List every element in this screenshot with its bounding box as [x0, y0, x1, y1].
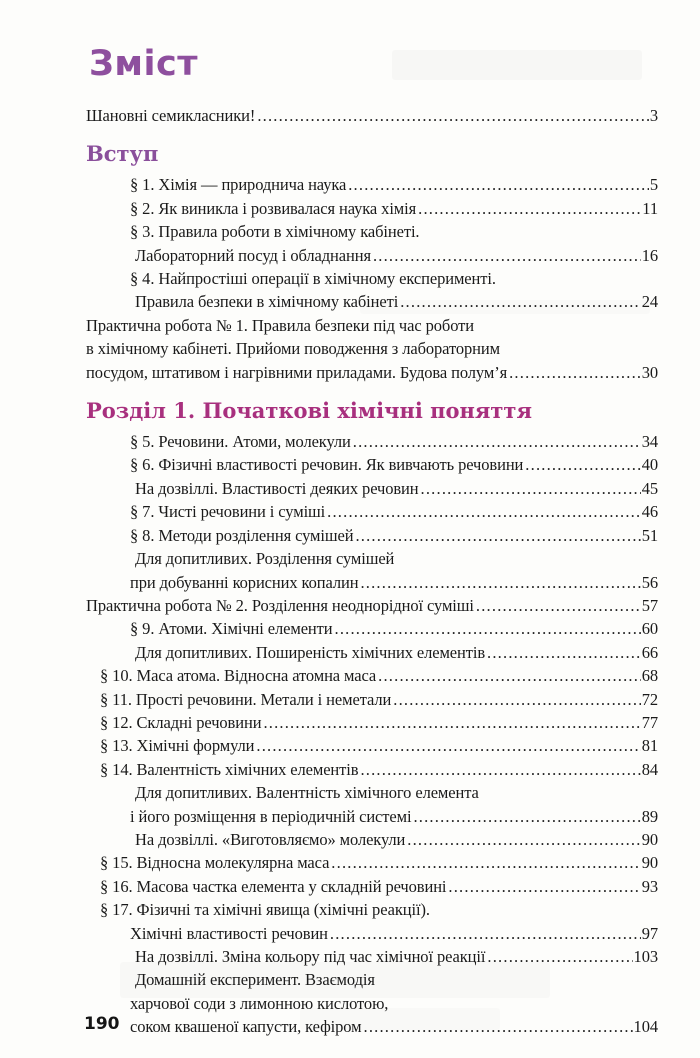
toc-entry-page: 24 — [641, 292, 658, 312]
toc-entry[interactable] — [86, 244, 658, 267]
dot-leader — [400, 290, 640, 313]
toc-entry-page: 16 — [641, 245, 658, 265]
toc-entry-text: Зміна кольору під час хімічної реакції — [217, 947, 486, 966]
toc-entry-page: 93 — [641, 876, 658, 896]
toc-entry[interactable] — [86, 594, 658, 617]
toc-entry-page: 34 — [641, 432, 658, 452]
toc-sections — [86, 141, 658, 1038]
toc-entry-label — [135, 477, 419, 500]
toc-entry-label: § 8. Методи розділення сумішей — [130, 525, 354, 545]
toc-entry[interactable] — [86, 875, 658, 898]
toc-entry[interactable] — [86, 992, 658, 1015]
toc-entry-label: § 5. Речовини. Атоми, молекули — [130, 432, 351, 452]
toc-entry-page: 40 — [641, 455, 658, 475]
toc-entry-page: 81 — [641, 736, 658, 756]
toc-entry-label: § 3. Правила роботи в хімічному кабінеті. — [130, 222, 420, 242]
dot-leader — [364, 1015, 633, 1038]
toc-entry-label — [135, 641, 485, 664]
toc-entry-label: Шановні семикласники! — [86, 106, 256, 125]
toc-entry-label: Лабораторний посуд і обладнання — [135, 245, 371, 265]
dot-leader — [393, 688, 640, 711]
toc-entry-rubric: На дозвіллі. — [135, 829, 218, 849]
spacer — [86, 384, 658, 398]
toc-entry-label: § 15. Відносна молекулярна маса — [100, 853, 330, 873]
toc-entry[interactable] — [86, 688, 658, 711]
dot-leader — [360, 758, 640, 781]
toc-entry[interactable] — [86, 547, 658, 570]
toc-entry[interactable] — [86, 617, 658, 640]
toc-entry-label — [135, 945, 485, 968]
toc-entry-label: харчової соди з лимонною кислотою, — [130, 993, 389, 1013]
toc-entry[interactable] — [86, 734, 658, 757]
toc-entry[interactable] — [86, 197, 658, 220]
dot-leader — [509, 361, 641, 384]
toc-entry[interactable] — [86, 453, 658, 476]
toc-entry[interactable] — [86, 781, 658, 804]
toc-entry-rubric: Для допитливих. — [135, 549, 252, 569]
toc-entry[interactable] — [86, 173, 658, 196]
toc-entry-label: Практична робота № 1. Правила безпеки під час роботи — [86, 315, 474, 335]
toc-entry-page: 11 — [642, 198, 658, 218]
toc-entry-page: 103 — [633, 947, 658, 966]
dot-leader — [256, 734, 640, 757]
toc-entry-page: 30 — [641, 362, 658, 382]
dot-leader — [353, 430, 641, 453]
toc-entry-page: 77 — [641, 712, 658, 732]
toc-entry-label: Правила безпеки в хімічному кабінеті — [135, 292, 399, 312]
toc-entry-page: 72 — [641, 689, 658, 709]
dot-leader — [421, 477, 641, 500]
toc-entry[interactable] — [86, 290, 658, 313]
dot-leader — [348, 173, 649, 196]
page-title: Зміст — [89, 44, 199, 84]
dot-leader — [418, 197, 641, 220]
dot-leader — [335, 617, 641, 640]
toc-entry-page: 68 — [641, 666, 658, 686]
toc-entry-page: 3 — [649, 106, 658, 125]
toc-entry-label: і його розміщення в періодичній системі — [130, 806, 412, 826]
toc-entry-label: посудом, штативом і нагрівними приладами. Будова полум’я — [86, 362, 508, 382]
folio-page-number: 190 — [84, 1014, 120, 1034]
toc-entry[interactable] — [86, 430, 658, 453]
toc-entry-label: § 13. Хімічні формули — [100, 736, 255, 756]
toc-entry-label: § 6. Фізичні властивості речовин. Як вивчають речовини — [130, 455, 524, 475]
dot-leader — [373, 244, 641, 267]
toc-entry[interactable] — [86, 314, 658, 337]
toc-entry-label: § 17. Фізичні та хімічні явища (хімічні реакції). — [100, 900, 430, 920]
toc-entry[interactable] — [86, 711, 658, 734]
toc-entry-label: § 12. Складні речовини — [100, 712, 262, 732]
toc-entry[interactable] — [86, 758, 658, 781]
toc-entry-label: § 1. Хімія — природнича наука — [130, 175, 347, 195]
toc-entry[interactable] — [86, 361, 658, 384]
toc-entry[interactable] — [86, 571, 658, 594]
toc-entry-rubric: Для допитливих. — [135, 783, 252, 803]
dot-leader — [476, 594, 641, 617]
toc-entry[interactable] — [86, 898, 658, 921]
toc-entry[interactable] — [86, 477, 658, 500]
toc-entry[interactable] — [86, 828, 658, 851]
toc-entry-text: Розділення сумішей — [251, 549, 395, 569]
toc-entry[interactable] — [86, 220, 658, 243]
toc-entry-label — [135, 547, 394, 570]
toc-entry-page: 104 — [633, 1017, 658, 1037]
toc-entry-label — [135, 828, 405, 851]
dot-leader — [360, 571, 640, 594]
toc-entry-page: 45 — [641, 478, 658, 498]
toc-entry[interactable] — [86, 641, 658, 664]
toc-entry[interactable] — [86, 945, 658, 968]
dot-leader — [487, 641, 641, 664]
dot-leader — [257, 104, 649, 127]
toc-entry[interactable] — [86, 805, 658, 828]
toc-entry-label: § 16. Масова частка елемента у складній речовині — [100, 876, 447, 896]
toc-entry-label: § 2. Як виникла і розвивалася наука хімія — [130, 198, 417, 218]
toc-entry-label — [135, 968, 375, 991]
toc-entry[interactable] — [86, 922, 658, 945]
toc-entry-text: Поширеність хімічних елементів — [251, 642, 486, 662]
toc-entry-rubric: На дозвіллі. — [135, 478, 218, 498]
toc-entry[interactable] — [86, 851, 658, 874]
toc-entry-label: § 14. Валентність хімічних елементів — [100, 759, 359, 779]
toc-entry[interactable] — [86, 968, 658, 991]
dot-leader — [331, 851, 640, 874]
toc-entry-rubric: Домашній експеримент. — [135, 970, 301, 990]
toc-entry-text: «Виготовляємо» молекули — [217, 829, 406, 849]
dot-leader — [413, 805, 640, 828]
toc-entry[interactable] — [86, 500, 658, 523]
toc-entry-page: 60 — [641, 619, 658, 639]
dot-leader — [327, 500, 641, 523]
toc-entry-preface[interactable] — [86, 104, 658, 127]
toc-entry-rubric: Для допитливих. — [135, 642, 252, 662]
section-heading: Вступ — [86, 141, 159, 167]
toc-entry-label: соком квашеної капусти, кефіром — [130, 1017, 362, 1037]
toc-entry-page: 56 — [641, 572, 658, 592]
toc-entry-page: 89 — [641, 806, 658, 826]
toc-entry-label: Практична робота № 2. Розділення неоднорідної суміші — [86, 595, 474, 615]
toc-entry-label: § 10. Маса атома. Відносна атомна маса — [100, 666, 377, 686]
toc-entry[interactable] — [86, 337, 658, 360]
dot-leader — [525, 453, 640, 476]
toc-entry-text: Властивості деяких речовин — [217, 478, 419, 498]
toc-entry-page: 57 — [641, 595, 658, 615]
toc-entry-page: 5 — [649, 175, 658, 195]
toc-entry-page: 66 — [641, 642, 658, 662]
toc-entry-label — [135, 781, 479, 804]
toc-entry-page: 97 — [641, 923, 658, 943]
toc-entry-page: 84 — [641, 759, 658, 779]
toc-entry-label: в хімічному кабінеті. Прийоми поводження з лабораторним — [86, 339, 500, 359]
toc-entry[interactable] — [86, 664, 658, 687]
dot-leader — [407, 828, 640, 851]
toc-entry[interactable] — [86, 1015, 658, 1038]
section-heading: Розділ 1. Початкові хімічні поняття — [86, 398, 532, 424]
toc-entry-text: Валентність хімічного елемента — [251, 783, 479, 803]
toc-entry-text: Взаємодія — [301, 970, 375, 990]
toc-entry[interactable] — [86, 267, 658, 290]
toc-entry-label: § 4. Найпростіші операції в хімічному експерименті. — [130, 269, 496, 289]
toc-entry-page: 51 — [641, 525, 658, 545]
dot-leader — [378, 664, 641, 687]
toc-entry-label: Хімічні властивості речовин — [130, 923, 328, 943]
spacer — [86, 84, 658, 104]
toc-entry[interactable] — [86, 524, 658, 547]
toc-entry-page: 90 — [641, 853, 658, 873]
dot-leader — [355, 524, 640, 547]
toc-entry-label: при добуванні корисних копалин — [130, 572, 359, 592]
toc-entry-page: 90 — [641, 829, 658, 849]
toc-entry-rubric: На дозвіллі. — [135, 947, 218, 966]
toc-entry-label: § 9. Атоми. Хімічні елементи — [130, 619, 333, 639]
toc-entry-page: 46 — [641, 502, 658, 522]
dot-leader — [330, 922, 641, 945]
dot-leader — [487, 945, 632, 968]
dot-leader — [263, 711, 640, 734]
toc-entry-label: § 7. Чисті речовини і суміші — [130, 502, 326, 522]
table-of-contents — [86, 44, 658, 1039]
dot-leader — [448, 875, 640, 898]
spacer — [86, 127, 658, 141]
toc-entry-label: § 11. Прості речовини. Метали і неметали — [100, 689, 392, 709]
